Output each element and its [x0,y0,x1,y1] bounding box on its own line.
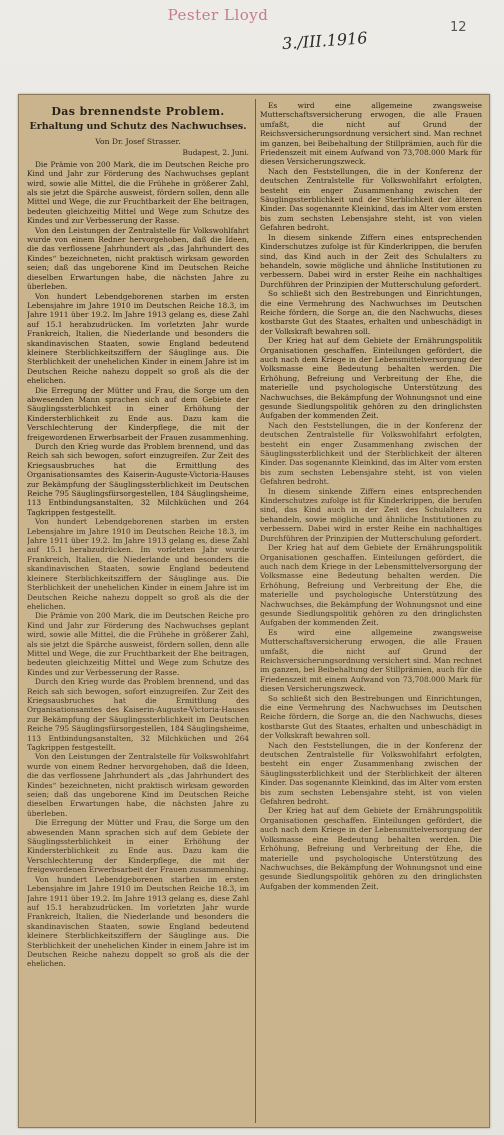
article-dateline: Budapest, 2. Juni. [182,148,249,158]
handwritten-date: 3./III.1916 [281,28,369,54]
right-paragraph: Nach den Feststellungen, die in der Konferenz der deutschen Zentralstelle für Volkswohlfahrt erfolgten, besteht ein enger Zusammenhang zwischen der Säuglingssterblichkeit und der Sterblichkeit der älteren Kinder. Das sogenannte Kleinkind, das im Alter vom ersten bis zum sechsten Lebensjahre steht, ist von vielen Gefahren bedroht. [260,166,482,233]
archive-number: 12 [450,20,467,35]
left-paragraph: Die Erregung der Mütter und Frau, die Sorge um den abwesenden Mann sprachen sich auf dem Gebiete der Säuglingssterblichkeit in einer Erhöhung der Kindersterblichkeit zu Ende aus. Dazu kam die Verschlechterung der Kinderpflege, die mit der freigewordenen Erwerbsarbeit der Frauen zusammenhing. [27,818,249,875]
article-author: Von Dr. Josef Strasser. [95,137,181,146]
right-paragraph: In diesem sinkende Ziffern eines entsprechenden Kinderschutzes zufolge ist für Kinderkrippen, die berufen sind, das Kind auch in der Zeit des Schulalters zu behandeln, sowie mögliche und ähnliche Institutionen zu verbessern. Dabei wird in erster Reihe ein nachhaltiges Durchführen der Prinzipien der Mutterschulung gefordert. [260,232,482,289]
column-divider [255,99,256,1123]
right-paragraph: Der Krieg hat auf dem Gebiete der Ernährungspolitik Organisationen geschaffen. Einteilungen gefördert, die auch nach dem Kriege in der Lebensmittelversorgung der Volksmasse eine Bedeutung behalten werden. Die Erhöhung, Befreiung und Verbreitung der Ehe, die materielle und psychologische Unterstützung des Nachwuchses, die Bekämpfung der Wohnungsnot und eine gesunde Siedlungspolitik gehören zu den dringlichsten Aufgaben der kommenden Zeit. [260,543,482,628]
left-paragraph: Von hundert Lebendgeborenen starben im ersten Lebensjahre im Jahre 1910 im Deutschen Reiche 18.3, im Jahre 1911 über 19.2. Im Jahre 1913 gelang es, diese Zahl auf 15.1 herabzudrücken. Im vorletzten Jahr wurde Frankreich, Italien, die Niederlande und besonders die skandinavischen Staaten, sowie England bedeutend kleinere Sterblichkeitsziffern der Säuglinge aus. Die Sterblichkeit der unehelichen Kinder in einem Jahre ist im Deutschen Reiche nahezu doppelt so groß als die der ehelichen. [27,517,249,611]
left-paragraph: Von den Leistungen der Zentralstelle für Volkswohlfahrt wurde von einem Redner hervorgehoben, daß die Ideen, die das verflossene Jahrhundert als „das Jahrhundert des Kindes“ bezeichneten, nicht praktisch wirksam geworden seien; daß das ungeborene Kind im Deutschen Reiche dieselben Erwartungen habe, die nächsten Jahre zu überleben. [27,752,249,818]
right-paragraph: Nach den Feststellungen, die in der Konferenz der deutschen Zentralstelle für Volkswohlfahrt erfolgten, besteht ein enger Zusammenhang zwischen der Säuglingssterblichkeit und der Sterblichkeit der älteren Kinder. Das sogenannte Kleinkind, das im Alter vom ersten bis zum sechsten Lebensjahre steht, ist von vielen Gefahren bedroht. [260,420,482,487]
right-paragraph: Es wird eine allgemeine zwangsweise Mutterschaftsversicherung erwogen, die alle Frauen umfaßt, die nicht auf Grund der Reichsversicherungsordnung versichert sind. Man rechnet im ganzen, bei Beibehaltung der Stillprämien, auch für die Friedenszeit mit einem Aufwand von 73,708.000 Mark für diesen Versicherungszweck. [260,627,482,694]
right-paragraph: So schließt sich den Bestrebungen und Einrichtungen, die eine Vermehrung des Nachwuchses im Deutschen Reiche fördern, die Sorge an, die den Nachwuchs, dieses kostbarste Gut des Staates, erhalten und unbeschädigt in der Volkskraft bewahren soll. [260,289,482,336]
right-paragraph: Der Krieg hat auf dem Gebiete der Ernährungspolitik Organisationen geschaffen. Einteilungen gefördert, die auch nach dem Kriege in der Lebensmittelversorgung der Volksmasse eine Bedeutung behalten werden. Die Erhöhung, Befreiung und Verbreitung der Ehe, die materielle und psychologische Unterstützung des Nachwuchses, die Bekämpfung der Wohnungsnot und eine gesunde Siedlungspolitik gehören zu den dringlichsten Aufgaben der kommenden Zeit. [260,336,482,421]
right-paragraph: Es wird eine allgemeine zwangsweise Mutterschaftsversicherung erwogen, die alle Frauen umfaßt, die nicht auf Grund der Reichsversicherungsordnung versichert sind. Man rechnet im ganzen, bei Beibehaltung der Stillprämien, auch für die Friedenszeit mit einem Aufwand von 73,708.000 Mark für diesen Versicherungszweck. [260,101,482,167]
left-paragraph: Durch den Krieg wurde das Problem brennend, und das Reich sah sich bewogen, sofort einzugreifen. Zur Zeit des Kriegsausbruches hat die Ermittlung des Organisationsamtes des Kaiserin-Auguste-Victoria-Hauses zur Bekämpfung der Säuglingssterblichkeit im Deutschen Reiche 795 Säuglingsfürsorgestellen, 184 Säuglingsheime, 113 Entbindungsanstalten, 32 Milchküchen und 264 Tagkrippen festgestellt. [27,442,249,517]
left-paragraph: Von hundert Lebendgeborenen starben im ersten Lebensjahre im Jahre 1910 im Deutschen Reiche 18.3, im Jahre 1911 über 19.2. Im Jahre 1913 gelang es, diese Zahl auf 15.1 herabzudrücken. Im vorletzten Jahr wurde Frankreich, Italien, die Niederlande und besonders die skandinavischen Staaten, sowie England bedeutend kleinere Sterblichkeitsziffern der Säuglinge aus. Die Sterblichkeit der unehelichen Kinder in einem Jahre ist im Deutschen Reiche nahezu doppelt so groß als die der ehelichen. [27,874,249,969]
left-paragraph: Von hundert Lebendgeborenen starben im ersten Lebensjahre im Jahre 1910 im Deutschen Reiche 18.3, im Jahre 1911 über 19.2. Im Jahre 1913 gelang es, diese Zahl auf 15.1 herabzudrücken. Im vorletzten Jahr wurde Frankreich, Italien, die Niederlande und besonders die skandinavischen Staaten, sowie England bedeutend kleinere Sterblichkeitsziffern der Säuglinge aus. Die Sterblichkeit der unehelichen Kinder in einem Jahre ist im Deutschen Reiche nahezu doppelt so groß als die der ehelichen. [27,291,249,386]
left-paragraph: Durch den Krieg wurde das Problem brennend, und das Reich sah sich bewogen, sofort einzugreifen. Zur Zeit des Kriegsausbruches hat die Ermittlung des Organisationsamtes des Kaiserin-Auguste-Victoria-Hauses zur Bekämpfung der Säuglingssterblichkeit im Deutschen Reiche 795 Säuglingsfürsorgestellen, 184 Säuglingsheime, 113 Entbindungsanstalten, 32 Milchküchen und 264 Tagkrippen festgestellt. [27,677,249,752]
right-paragraph: Der Krieg hat auf dem Gebiete der Ernährungspolitik Organisationen geschaffen. Einteilungen gefördert, die auch nach dem Kriege in der Lebensmittelversorgung der Volksmasse eine Bedeutung behalten werden. Die Erhöhung, Befreiung und Verbreitung der Ehe, die materielle und psychologische Unterstützung des Nachwuchses, die Bekämpfung der Wohnungsnot und eine gesunde Siedlungspolitik gehören zu den dringlichsten Aufgaben der kommenden Zeit. [260,806,482,891]
article-title: Das brennendste Problem. [51,105,225,118]
article-subtitle: Erhaltung und Schutz des Nachwuchses. [29,121,247,132]
left-paragraph: Die Prämie von 200 Mark, die im Deutschen Reiche pro Kind und Jahr zur Förderung des Nachwuchses geplant wird, sowie alle Mittel, die die Frühehe in größerer Zahl, als sie jetzt die Spärche ausweist, fördern sollen, denn alle Mittel und Wege, die zur Fruchtbarkeit der Ehe beitragen, bedeuten gleichzeitig Mittel und Wege zum Schutze des Kindes und zur Verbesserung der Rasse. [27,159,249,226]
right-paragraph: In diesem sinkende Ziffern eines entsprechenden Kinderschutzes zufolge ist für Kinderkrippen, die berufen sind, das Kind auch in der Zeit des Schulalters zu behandeln, sowie mögliche und ähnliche Institutionen zu verbessern. Dabei wird in erster Reihe ein nachhaltiges Durchführen der Prinzipien der Mutterschulung gefordert. [260,486,482,543]
right-column [260,101,482,1123]
right-paragraph: Nach den Feststellungen, die in der Konferenz der deutschen Zentralstelle für Volkswohlfahrt erfolgten, besteht ein enger Zusammenhang zwischen der Säuglingssterblichkeit und der Sterblichkeit der älteren Kinder. Das sogenannte Kleinkind, das im Alter vom ersten bis zum sechsten Lebensjahre steht, ist von vielen Gefahren bedroht. [260,740,482,807]
left-paragraph: Von den Leistungen der Zentralstelle für Volkswohlfahrt wurde von einem Redner hervorgehoben, daß die Ideen, die das verflossene Jahrhundert als „das Jahrhundert des Kindes“ bezeichneten, nicht praktisch wirksam geworden seien; daß das ungeborene Kind im Deutschen Reiche dieselben Erwartungen habe, die nächsten Jahre zu überleben. [27,225,249,292]
left-paragraph: Die Prämie von 200 Mark, die im Deutschen Reiche pro Kind und Jahr zur Förderung des Nachwuchses geplant wird, sowie alle Mittel, die die Frühehe in größerer Zahl, als sie jetzt die Spärche ausweist, fördern sollen, denn alle Mittel und Wege, die zur Fruchtbarkeit der Ehe beitragen, bedeuten gleichzeitig Mittel und Wege zum Schutze des Kindes und zur Verbesserung der Rasse. [27,611,249,677]
newspaper-stamp: Pester Lloyd [167,6,269,24]
newspaper-clipping [18,94,490,1128]
right-paragraph: So schließt sich den Bestrebungen und Einrichtungen, die eine Vermehrung des Nachwuchses im Deutschen Reiche fördern, die Sorge an, die den Nachwuchs, dieses kostbarste Gut des Staates, erhalten und unbeschädigt in der Volkskraft bewahren soll. [260,693,482,741]
left-paragraph: Die Erregung der Mütter und Frau, die Sorge um den abwesenden Mann sprachen sich auf dem Gebiete der Säuglingssterblichkeit in einer Erhöhung der Kindersterblichkeit zu Ende aus. Dazu kam die Verschlechterung der Kinderpflege, die mit der freigewordenen Erwerbsarbeit der Frauen zusammenhing. [27,385,249,442]
left-column [27,101,249,1123]
